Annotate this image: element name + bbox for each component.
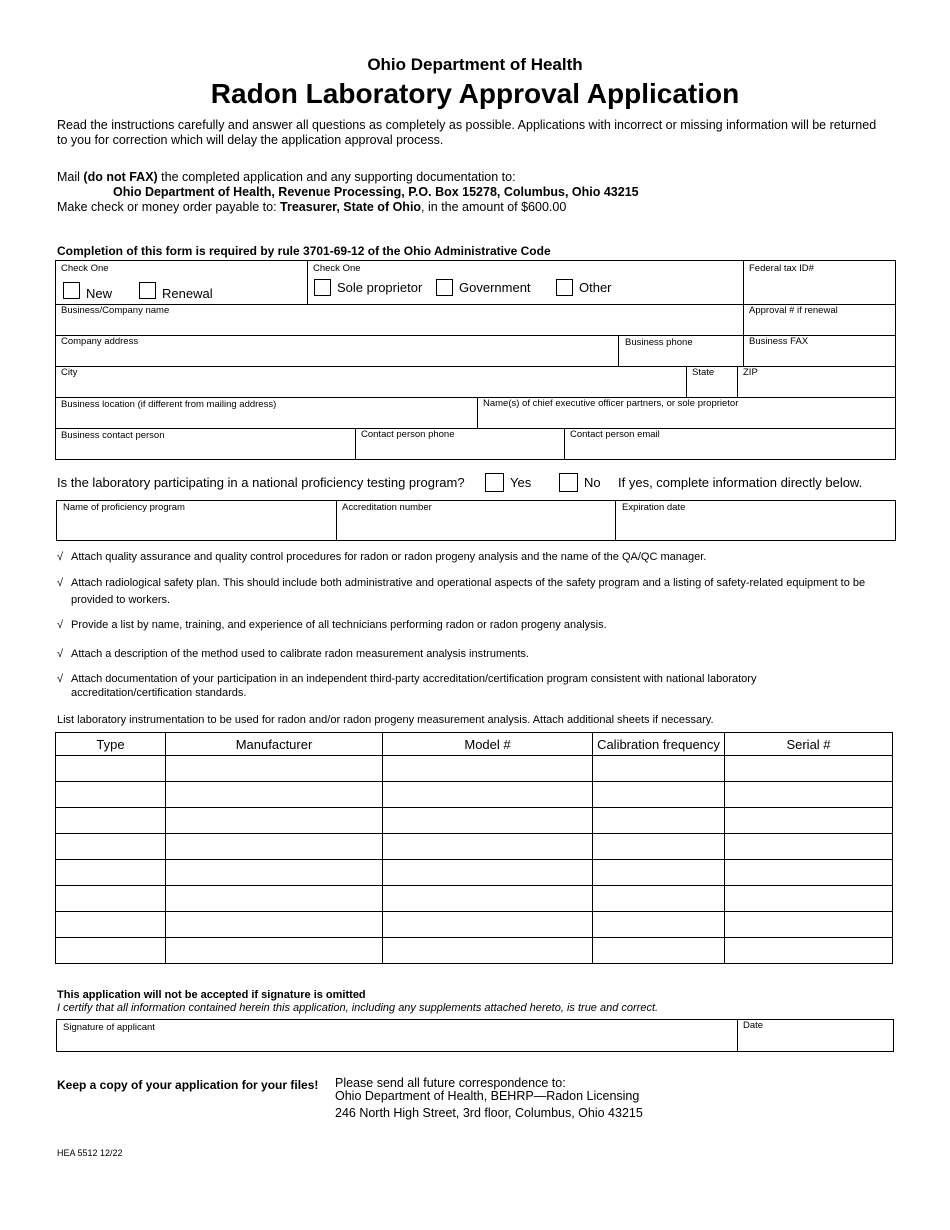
serial-cell[interactable] [725,782,893,808]
correspondence-line-1: Ohio Department of Health, BEHRP—Radon Licensing [335,1089,640,1103]
model-cell[interactable] [383,808,593,834]
date-label: Date [743,1020,764,1031]
column-header-model: Model # [383,733,593,756]
manufacturer-cell[interactable] [166,808,383,834]
model-cell[interactable] [383,912,593,938]
sole-proprietor-checkbox[interactable] [314,279,331,296]
zip-label: ZIP [743,367,758,378]
checklist-text: Attach a description of the method used to calibrate radon measurement analysis instruments. [71,648,529,660]
proficiency-program-field[interactable] [56,500,337,541]
mail-no-fax: (do not FAX) [83,170,158,184]
table-row [56,782,893,808]
no-label: No [584,475,601,490]
manufacturer-cell[interactable] [166,834,383,860]
yes-label: Yes [510,475,532,490]
check-mark-icon: √ [57,551,64,563]
model-cell[interactable] [383,782,593,808]
expiration-date-label: Expiration date [622,502,686,513]
business-type-cell [307,260,744,305]
contact-phone-field[interactable] [355,428,565,460]
type-cell[interactable] [56,886,166,912]
business-phone-label: Business phone [625,337,693,348]
manufacturer-cell[interactable] [166,860,383,886]
model-cell[interactable] [383,938,593,964]
column-header-serial: Serial # [725,733,893,756]
correspondence-line-2: 246 North High Street, 3rd floor, Columbus, Ohio 43215 [335,1106,643,1120]
option-yes[interactable] [485,473,531,492]
checklist-text: Attach radiological safety plan. This should include both administrative and operational aspects of the safety program and a listing of safety-related equipment to be provided to workers. [71,577,866,606]
column-header-calibration: Calibration frequency [593,733,725,756]
type-cell[interactable] [56,834,166,860]
company-address-field[interactable] [55,335,619,367]
certification-statement: I certify that all information contained herein this application, including any supplements attached hereto, is true and correct. [57,1002,659,1014]
signature-field[interactable] [56,1019,738,1052]
business-location-label: Business location (if different from mailing address) [61,399,277,410]
proficiency-program-label: Name of proficiency program [63,502,185,513]
manufacturer-cell[interactable] [166,886,383,912]
business-fax-field[interactable] [743,335,896,367]
renewal-checkbox[interactable] [139,282,156,299]
option-new[interactable] [63,280,112,301]
business-name-label: Business/Company name [61,305,170,316]
table-row [56,912,893,938]
business-name-field[interactable] [55,304,744,336]
table-row [56,756,893,782]
serial-cell[interactable] [725,912,893,938]
expiration-date-field[interactable] [615,500,896,541]
calibration-cell[interactable] [593,860,725,886]
type-cell[interactable] [56,860,166,886]
contact-person-label: Business contact person [61,430,165,441]
accreditation-number-field[interactable] [336,500,616,541]
yes-checkbox[interactable] [485,473,504,492]
check-mark-icon: √ [57,648,64,660]
table-row [56,886,893,912]
calibration-cell[interactable] [593,756,725,782]
form-id: HEA 5512 12/22 [57,1148,123,1158]
other-label: Other [579,280,612,295]
column-header-type: Type [56,733,166,756]
check-mark-icon: √ [57,577,64,589]
mailing-address: Ohio Department of Health, Revenue Processing, P.O. Box 15278, Columbus, Ohio 43215 [113,185,639,199]
government-checkbox[interactable] [436,279,453,296]
new-checkbox[interactable] [63,282,80,299]
approval-number-label: Approval # if renewal [749,305,838,316]
calibration-cell[interactable] [593,834,725,860]
checklist-text: Attach documentation of your participation in an independent third-party accreditation/certification program consistent with national laboratory accreditation/certification standards. [71,673,757,699]
type-cell[interactable] [56,808,166,834]
payable-suffix: , in the amount of $600.00 [421,200,567,214]
calibration-cell[interactable] [593,782,725,808]
model-cell[interactable] [383,756,593,782]
serial-cell[interactable] [725,938,893,964]
check-mark-icon: √ [57,673,64,685]
option-sole-proprietor[interactable] [314,279,422,296]
sole-proprietor-label: Sole proprietor [337,280,423,295]
serial-cell[interactable] [725,860,893,886]
calibration-cell[interactable] [593,938,725,964]
serial-cell[interactable] [725,834,893,860]
business-fax-label: Business FAX [749,336,809,347]
ceo-names-field[interactable] [477,397,896,429]
checklist-text: Attach quality assurance and quality control procedures for radon or radon progeny analysis and the name of the QA/QC manager. [71,551,707,563]
model-cell[interactable] [383,886,593,912]
mail-line [57,170,516,185]
column-header-manufacturer: Manufacturer [166,733,383,756]
keep-copy-note: Keep a copy of your application for your files! [57,1078,319,1092]
option-renewal[interactable] [139,280,213,301]
model-cell[interactable] [383,860,593,886]
city-label: City [61,367,78,378]
serial-cell[interactable] [725,808,893,834]
company-address-label: Company address [61,336,139,347]
table-row [56,808,893,834]
approval-number-field[interactable] [743,304,896,336]
type-cell[interactable] [56,938,166,964]
instrumentation-table [55,732,893,964]
no-checkbox[interactable] [559,473,578,492]
new-label: New [86,286,113,301]
rule-note: Completion of this form is required by rule 3701-69-12 of the Ohio Administrative Code [57,244,551,258]
option-no[interactable] [559,473,601,492]
federal-tax-id-field[interactable] [743,260,896,305]
correspondence-label: Please send all future correspondence to: [335,1076,566,1090]
city-field[interactable] [55,366,687,398]
other-checkbox[interactable] [556,279,573,296]
contact-email-field[interactable] [564,428,896,460]
signature-label: Signature of applicant [63,1022,155,1033]
check-one-label-2: Check One [313,263,361,274]
serial-cell[interactable] [725,756,893,782]
check-mark-icon: √ [57,619,64,631]
proficiency-note: If yes, complete information directly below. [618,475,863,490]
checklist-text: Provide a list by name, training, and experience of all technicians performing radon or radon progeny analysis. [71,619,607,631]
manufacturer-cell[interactable] [166,756,383,782]
mail-prefix: Mail [57,170,84,184]
table-header-row [56,733,893,756]
manufacturer-cell[interactable] [166,938,383,964]
table-row [56,860,893,886]
government-label: Government [459,280,531,295]
state-label: State [692,367,715,378]
payable-line [57,200,566,215]
business-location-field[interactable] [55,397,478,429]
calibration-cell[interactable] [593,808,725,834]
date-field[interactable] [737,1019,894,1052]
page-title: Radon Laboratory Approval Application [210,78,740,109]
model-cell[interactable] [383,834,593,860]
instrumentation-intro: List laboratory instrumentation to be used for radon and/or radon progeny measurement analysis. Attach additional sheets if necessary. [57,714,714,726]
manufacturer-cell[interactable] [166,782,383,808]
zip-field[interactable] [737,366,896,398]
federal-tax-id-label: Federal tax ID# [749,263,814,274]
type-cell[interactable] [56,782,166,808]
mail-suffix: the completed application and any supporting documentation to: [157,170,516,184]
agency-name: Ohio Department of Health [367,55,583,74]
applicant-type-cell [55,260,308,305]
payable-prefix: Make check or money order payable to: [57,200,281,214]
table-row [56,938,893,964]
contact-phone-label: Contact person phone [361,429,455,440]
contact-email-label: Contact person email [570,429,660,440]
business-phone-field[interactable] [618,335,744,367]
type-cell[interactable] [56,912,166,938]
renewal-label: Renewal [162,286,213,301]
accreditation-number-label: Accreditation number [342,502,432,513]
check-one-label: Check One [61,263,109,274]
instructions-text: Read the instructions carefully and answer all questions as completely as possible. Applications with incorrect or missing information will be returned to you for correction which will delay the application approval process. [57,118,877,147]
manufacturer-cell[interactable] [166,912,383,938]
type-cell[interactable] [56,756,166,782]
option-other[interactable] [556,279,612,296]
signature-warning: This application will not be accepted if signature is omitted [57,989,366,1001]
serial-cell[interactable] [725,886,893,912]
contact-person-field[interactable] [55,428,356,460]
payable-to: Treasurer, State of Ohio [280,200,422,214]
state-field[interactable] [686,366,738,398]
ceo-names-label: Name(s) of chief executive officer partners, or sole proprietor [483,398,739,409]
table-row [56,834,893,860]
option-government[interactable] [436,279,531,296]
proficiency-question: Is the laboratory participating in a national proficiency testing program? [57,475,465,490]
calibration-cell[interactable] [593,912,725,938]
calibration-cell[interactable] [593,886,725,912]
